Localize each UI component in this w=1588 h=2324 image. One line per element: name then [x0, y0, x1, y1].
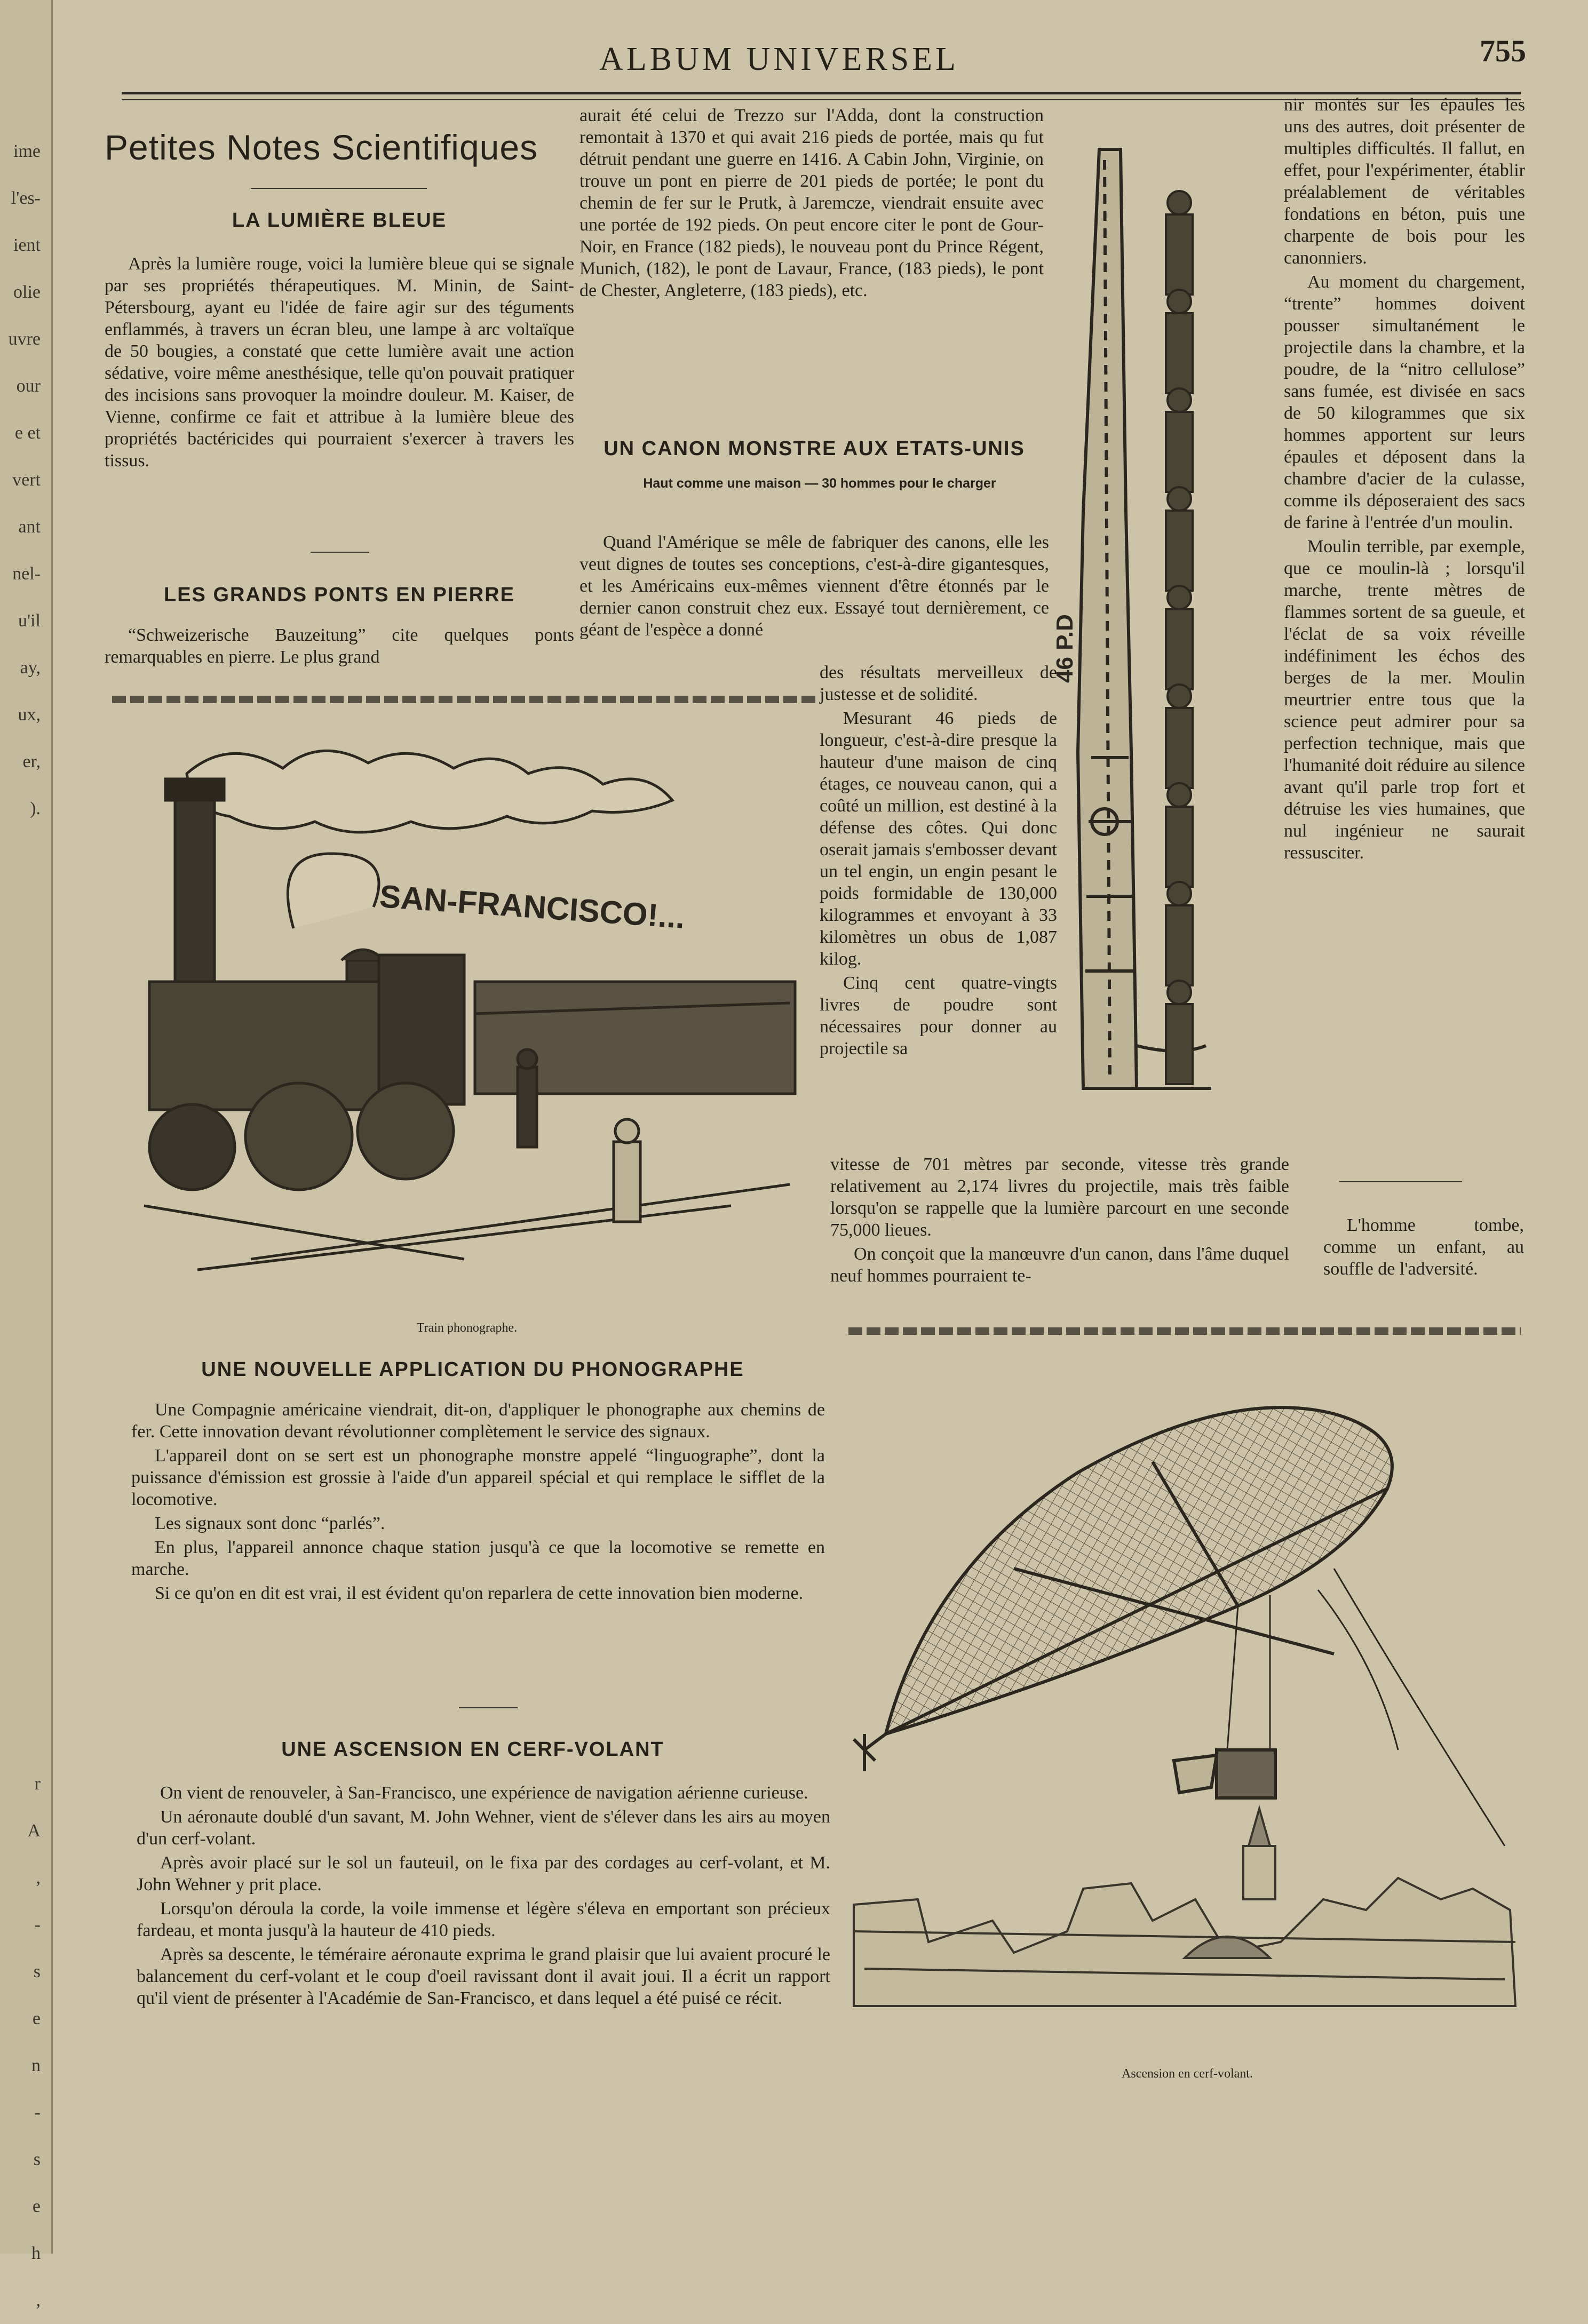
canon-p5: nir montés sur les épaules les uns des autres, doit présenter de multiples difficultés. Il fallut, en effet, pour l'expérimenter, établir préalablement de véritables fondations en béton, puis une charpente de bois pour les canonniers. [1284, 95, 1525, 268]
section-header [105, 127, 574, 168]
phono-p2: L'appareil dont on se sert est un phonographe monstre appelé “linguographe”, dont la puissance d'émission est grossie à l'aide d'un appareil spécial et qui remplace le sifflet de la locomotive. [131, 1446, 825, 1509]
masthead-title: ALBUM UNIVERSEL [599, 41, 959, 77]
ascension-article [137, 1782, 830, 2011]
man-figure-head [1168, 586, 1191, 609]
man-figure-body [1166, 511, 1193, 591]
canon-title: UN CANON MONSTRE AUX ETATS-UNIS [604, 437, 1025, 460]
separator-wavy [848, 1327, 1521, 1335]
cannon-illustration [1051, 139, 1297, 1110]
phono-p1: Une Compagnie américaine viendrait, dit-on, d'appliquer le phonographe aux chemins de fer. Cette innovation devant révolutionner complètement le service des signaux. [131, 1400, 825, 1442]
man-figure-body [1166, 214, 1193, 295]
phono-article [131, 1399, 825, 1606]
divider [251, 188, 427, 189]
phono-p4: En plus, l'appareil annonce chaque station jusqu'à ce que la locomotive se remette en marche. [131, 1538, 825, 1579]
phono-p5: Si ce qu'on en dit est vrai, il est évident qu'on reparlera de cette innovation bien moderne. [155, 1583, 804, 1603]
previous-page-edge [0, 0, 53, 2310]
man-figure-body [1166, 412, 1193, 492]
canon-p3a: Cinq cent quatre-vingts livres de poudre sont nécessaires pour donner au projectile sa [820, 973, 1057, 1058]
divider [1339, 1181, 1462, 1182]
train-caption: Train phonographe. [416, 1321, 518, 1335]
canon-narrow-column [820, 662, 1057, 1062]
canon-p3b: vitesse de 701 mètres par seconde, vitesse très grande relativement au 2,174 livres du projectile, mais très faible lorsqu'on se rappelle que la lumière parcourt en une seconde 75,000 lieues. [830, 1155, 1289, 1240]
canon-subtitle: Haut comme une maison — 30 hommes pour le charger [643, 476, 996, 491]
ponts-text-a: “Schweizerische Bauzeitung” cite quelques ponts remarquables en pierre. Le plus grand [105, 625, 574, 667]
divider [459, 1707, 518, 1708]
gutter-text-bottom: r A , - s e n - s e h , [27, 1774, 41, 2310]
canon-p2: Mesurant 46 pieds de longueur, c'est-à-dire presque la hauteur d'une maison de cinq étages, ce nouveau canon, qui a coûté un million, est destiné à la défense des côtes. Qui donc oserait jamais s'embosser devant un tel engin, un engin pesant le poids formidable de 130,000 kilogrammes et envoyant à 33 kilomètres un obus de 1,087 kilog. [820, 709, 1057, 969]
canon-p4: On conçoit que la manœuvre d'un canon, dans l'âme duquel neuf hommes pourraient te- [830, 1244, 1289, 1286]
man-figure-head [1168, 487, 1191, 511]
quote-block [1323, 1214, 1524, 1282]
train-sign-text: SAN-FRANCISCO!... [378, 878, 686, 935]
ponts-article-continued [579, 105, 1044, 304]
ascension-p5: Après sa descente, le téméraire aéronaute exprima le grand plaisir que lui avaient procuré le balancement du cerf-volant et le coup d'oeil ravissant dont il avait joui. Il a écrit un rapport qu'il vient de présenter à l'Académie de San-Francisco, et dans lequel a été puisé ce récit. [137, 1945, 830, 2008]
man-figure-body [1166, 708, 1193, 788]
man-figure-head [1168, 981, 1191, 1004]
man-figure-body [1166, 807, 1193, 887]
man-figure-body [1166, 313, 1193, 393]
page-number: 755 [1480, 34, 1526, 68]
quote-text: L'homme tombe, comme un enfant, au souffle de l'adversité. [1323, 1215, 1524, 1279]
man-figure-head [1168, 388, 1191, 412]
man-figure-head [1168, 783, 1191, 807]
canon-p1a: Quand l'Amérique se mêle de fabriquer des canons, elle les veut dignes de toutes ses conceptions, c'est-à-dire gigantesques, et les Américains eux-mêmes viennent d'être étonnés par le dernier canon construit chez eux. Essayé tout dernièrement, ce géant de l'espèce a donné [579, 532, 1049, 640]
man-figure-head [1168, 290, 1191, 313]
canon-p7: Moulin terrible, par exemple, que ce moulin-là ; lorsqu'il marche, trente mètres de flammes sortent de sa gueule, et l'éclat de sa voix réveille indéfiniment les échos des berges de la mer. Moulin meurtrier entre tous que la science peut admirer pour sa perfection technique, mais que l'humanité doit réduire au silence avant qu'il parle trop fort et détruise les vies humaines, que nul ingénieur ne saurait ressusciter. [1284, 537, 1525, 863]
separator-wavy [112, 696, 816, 703]
phono-title: UNE NOUVELLE APPLICATION DU PHONOGRAPHE [201, 1358, 744, 1381]
phono-p3: Les signaux sont donc “parlés”. [155, 1514, 385, 1533]
divider [311, 552, 369, 553]
lumiere-title: LA LUMIÈRE BLEUE [232, 209, 447, 232]
ascension-p4: Lorsqu'on déroula la corde, la voile immense et légère s'éleva en emportant son précieux fardeau, et monta jusqu'à la hauteur de 410 pieds. [137, 1899, 830, 1940]
ponts-article-start [105, 624, 574, 670]
man-figure-body [1166, 609, 1193, 689]
ascension-p1: On vient de renouveler, à San-Francisco, une expérience de navigation aérienne curieuse. [160, 1783, 808, 1803]
ponts-title: LES GRANDS PONTS EN PIERRE [164, 584, 515, 606]
canon-right-column [1284, 94, 1525, 866]
ascension-p2: Un aéronaute doublé d'un savant, M. John Wehner, vient de s'élever dans les airs au moyen d'un cerf-volant. [137, 1807, 830, 1849]
canon-p6: Au moment du chargement, “trente” hommes doivent pousser simultanément le projectile dans la chambre, et la poudre, de la “nitro cellulose” sans fumée, est divisée en sacs de 50 kilogrammes que six hommes apportent sur leurs épaules et déposent dans la chambre d'acier de la culasse, comme ils déposeraient des sacs de farine à l'entrée d'un moulin. [1284, 272, 1525, 532]
man-figure-body [1166, 1004, 1193, 1084]
canon-intro [579, 531, 1049, 643]
gun-length-label: 46 P.D [1052, 614, 1078, 683]
kite-caption: Ascension en cerf-volant. [1122, 2067, 1253, 2081]
section-title: Petites Notes Scientifiques [105, 128, 538, 167]
ponts-text-b: aurait été celui de Trezzo sur l'Adda, dont la construction remontait à 1370 et qui avait 216 pieds de portée, mais qu fut détruit pendant une guerre en 1416. A Cabin John, Virginie, on trouve un pont en pierre de 201 pieds de portée; le pont du chemin de fer sur le Prutk, à Jaremcze, viendrait ensuite avec une portée de 192 pieds. On peut encore citer le pont de Gour-Noir, en France (182 pieds), le nouveau pont du Prince Régent, Munich, (182), le pont de Lavaur, France, (183 pieds), le pont de Chester, Angleterre, (183 pieds), etc. [579, 106, 1044, 300]
man-figure-head [1168, 191, 1191, 214]
man-figure-head [1168, 685, 1191, 708]
man-figure-head [1168, 882, 1191, 905]
gutter-text-top: ime l'es- ient olie uvre our e et vert ant nel- u'il ay, ux, er, ). [8, 141, 41, 818]
man-figure-body [1166, 905, 1193, 985]
train-illustration [144, 726, 790, 1280]
ascension-p3: Après avoir placé sur le sol un fauteuil, on le fixa par des cordages au cerf-volant, et M. John Wehner y prit place. [137, 1853, 830, 1895]
canon-p1b: des résultats merveilleux de justesse et de solidité. [820, 663, 1057, 704]
canon-bottom-text [830, 1153, 1289, 1289]
ascension-title: UNE ASCENSION EN CERF-VOLANT [281, 1738, 664, 1761]
lumiere-text: Après la lumière rouge, voici la lumière bleue qui se signale par ses propriétés thérapeutiques. M. Minin, de Saint-Pétersbourg, ayant eu l'idée de faire agir sur des téguments enflammés, à travers un écran bleu, une lampe à arc voltaïque de 50 bougies, a constaté que cette lumière avait une action sédative, voire même anesthésique, telle qu'on pouvait pratiquer des incisions sans provoquer la moindre douleur. M. Kaiser, de Vienne, confirme ce fait et attribue à la lumière bleue des propriétés bactéricides qui pourraient s'exercer à travers les tissus. [105, 254, 574, 471]
lumiere-article [105, 253, 574, 474]
kite-illustration [854, 1366, 1521, 2059]
